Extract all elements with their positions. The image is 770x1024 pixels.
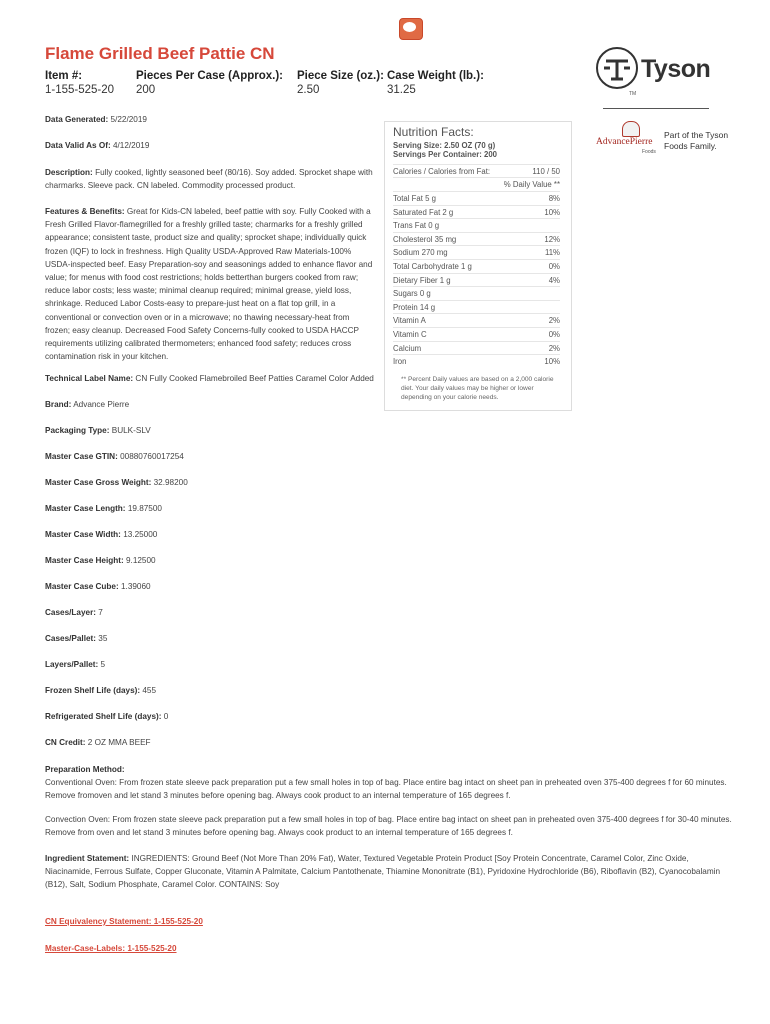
- pieces-label: Pieces Per Case (Approx.):: [136, 70, 284, 82]
- tyson-family-tagline: [664, 130, 728, 152]
- spec-field: Master Case GTIN: 00880760017254: [45, 452, 184, 461]
- spec-field: Refrigerated Shelf Life (days): 0: [45, 712, 169, 721]
- tyson-tm: TM: [629, 91, 637, 97]
- spec-field: Master Case Cube: 1.39060: [45, 582, 151, 591]
- nutrient-row: Saturated Fat 2 g 10%: [393, 205, 560, 219]
- nutrient-row: Sugars 0 g: [393, 286, 560, 300]
- tagline-line-1: Part of the Tyson: [664, 130, 729, 140]
- nutrient-row: Sodium 270 mg 11%: [393, 245, 560, 259]
- spec-field: Cases/Pallet: 35: [45, 634, 108, 643]
- logo-divider: [603, 108, 709, 109]
- spec-field: Master Case Length: 19.87500: [45, 504, 162, 513]
- preparation-method: [45, 763, 735, 839]
- spec-field: Cases/Layer: 7: [45, 608, 103, 617]
- data-generated: Data Generated: 5/22/2019: [45, 115, 147, 124]
- spec-field: Master Case Gross Weight: 32.98200: [45, 478, 188, 487]
- nutrient-row: Trans Fat 0 g: [393, 218, 560, 232]
- nutrient-row: Iron 10%: [393, 354, 560, 368]
- spec-field: Brand: Advance Pierre: [45, 400, 130, 409]
- nutrient-row: Vitamin C 0%: [393, 327, 560, 341]
- weight-label: Case Weight (lb.):: [387, 70, 484, 82]
- spec-field: Layers/Pallet: 5: [45, 660, 106, 669]
- chef-hat-icon: [622, 121, 640, 137]
- spec-field: Packaging Type: BULK-SLV: [45, 426, 151, 435]
- product-title: Flame Grilled Beef Pattie CN: [45, 44, 275, 63]
- item-label: Item #:: [45, 70, 83, 82]
- size-label: Piece Size (oz.):: [297, 70, 384, 82]
- convection-oven: Convection Oven: From frozen state sleeve pack preparation put a few small holes in top of bag. Place entire bag intact on sheet pan in preheated oven 375-400 degrees f for 30-40 minutes. Remove from oven and let stand 3 minutes before opening bag. Always cook product to an internal temperature of 165 degrees f.: [45, 815, 732, 837]
- conventional-oven: Conventional Oven: From frozen state sleeve pack preparation put a few small holes in top of bag. Place entire bag intact on sheet pan in preheated oven 375-400 degrees f for 60 minutes. Remove fromoven and let stand 3 minutes before opening bag. Always cook product to an internal temperature of 165 degrees f.: [45, 778, 727, 800]
- spec-field: Master Case Height: 9.12500: [45, 556, 156, 565]
- servings-per-container: Servings Per Container: 200: [393, 150, 497, 159]
- size-value: 2.50: [297, 84, 320, 96]
- nutrient-row: Dietary Fiber 1 g 4%: [393, 273, 560, 287]
- data-valid: Data Valid As Of: 4/12/2019: [45, 141, 150, 150]
- tagline-line-2: Foods Family.: [664, 141, 717, 151]
- ingredient-statement: Ingredient Statement: INGREDIENTS: Ground Beef (Not More Than 20% Fat), Water, Textured Vegetable Protein Product [Soy Protein Concentrate, Caramel Color, Zinc Oxide, Niacinamide, Ferrous Sulfate, Copper Gluconate, Vitamin A Palmitate, Calcium Pantothenate, Thiamine Mononitrate (B1), Pyridoxine Hydrochloride (B6), Riboflavin (B2), Cyanocobalamin (B12), Salt, Sodium Phosphate, Caramel Color. CONTAINS: Soy: [45, 854, 721, 889]
- nutrient-row: Total Carbohydrate 1 g 0%: [393, 259, 560, 273]
- pieces-value: 200: [136, 84, 156, 96]
- serving-size: Serving Size: 2.50 OZ (70 g): [393, 141, 496, 150]
- nutrient-row: Total Fat 5 g 8%: [393, 191, 560, 205]
- calories-row: Calories / Calories from Fat: 110 / 50: [393, 164, 560, 178]
- advancepierre-logo: AdvancePierre: [596, 137, 653, 147]
- cn-equivalency-link[interactable]: CN Equivalency Statement: 1-155-525-20: [45, 917, 203, 926]
- nutrition-footnote: ** Percent Daily values are based on a 2,000 calorie diet. Your daily values may be higher or lower depending on your calorie needs.: [401, 376, 554, 401]
- spec-field: Master Case Width: 13.25000: [45, 530, 158, 539]
- spec-field: CN Credit: 2 OZ MMA BEEF: [45, 738, 151, 747]
- nutrient-row: Cholesterol 35 mg 12%: [393, 232, 560, 246]
- description: Description: Fully cooked, lightly seasoned beef (80/16). Soy added. Sprocket shape with charmarks. Sleeve pack. CN labeled. Commodity processed product.: [45, 168, 373, 191]
- preparation-label: Preparation Method:: [45, 765, 125, 774]
- nutrient-row: Protein 14 g: [393, 300, 560, 314]
- tyson-wordmark: Tyson: [641, 55, 711, 83]
- comment-icon[interactable]: [399, 18, 423, 40]
- spec-field: Frozen Shelf Life (days): 455: [45, 686, 157, 695]
- nutrition-heading: Nutrition Facts:: [393, 125, 474, 139]
- advancepierre-foods: Foods: [642, 149, 656, 155]
- weight-value: 31.25: [387, 84, 416, 96]
- master-case-labels-link[interactable]: Master-Case-Labels: 1-155-525-20: [45, 944, 177, 953]
- features-benefits: Features & Benefits: Great for Kids-CN labeled, beef pattie with soy. Fully Cooked with a Fresh Grilled Flavor-flamegrilled for a freshly grilled taste; charmarks for a freshly grilled appearance; consistent taste, product size and quality; sprocket shape; individually quick frozen (IQF) to lock in freshness. High Quality USDA-Approved Raw Materials-100% USDA-inspected beef. Easy Preparation-soy and seasonings added to enhance flavor and value; for menus with food cost restrictions; holds betterthan burgers cooked from raw; reduce labor costs; less waste; minimal cleanup required; minimal grease, yield loss, shrinkage. Reduced Labor Costs-easy to prepare-just heat on a flat top grill, in a conventional or convection oven or in a microwave; no thawing necessary-heat from frozen; easy cleanup. Decreased Food Safety Concerns-fully cooked to USDA HACCP requirements utilizing calibrated thermometers; enhanced food safety; reduces cross contamination risk in your kitchen.: [45, 207, 373, 362]
- tyson-logo-icon: [596, 47, 638, 89]
- item-value: 1-155-525-20: [45, 84, 115, 96]
- nutrient-row: Calcium 2%: [393, 341, 560, 355]
- nutrient-row: Vitamin A 2%: [393, 313, 560, 327]
- spec-field: Technical Label Name: CN Fully Cooked Flamebroiled Beef Patties Caramel Color Added: [45, 374, 374, 383]
- daily-value-header: % Daily Value **: [393, 177, 560, 191]
